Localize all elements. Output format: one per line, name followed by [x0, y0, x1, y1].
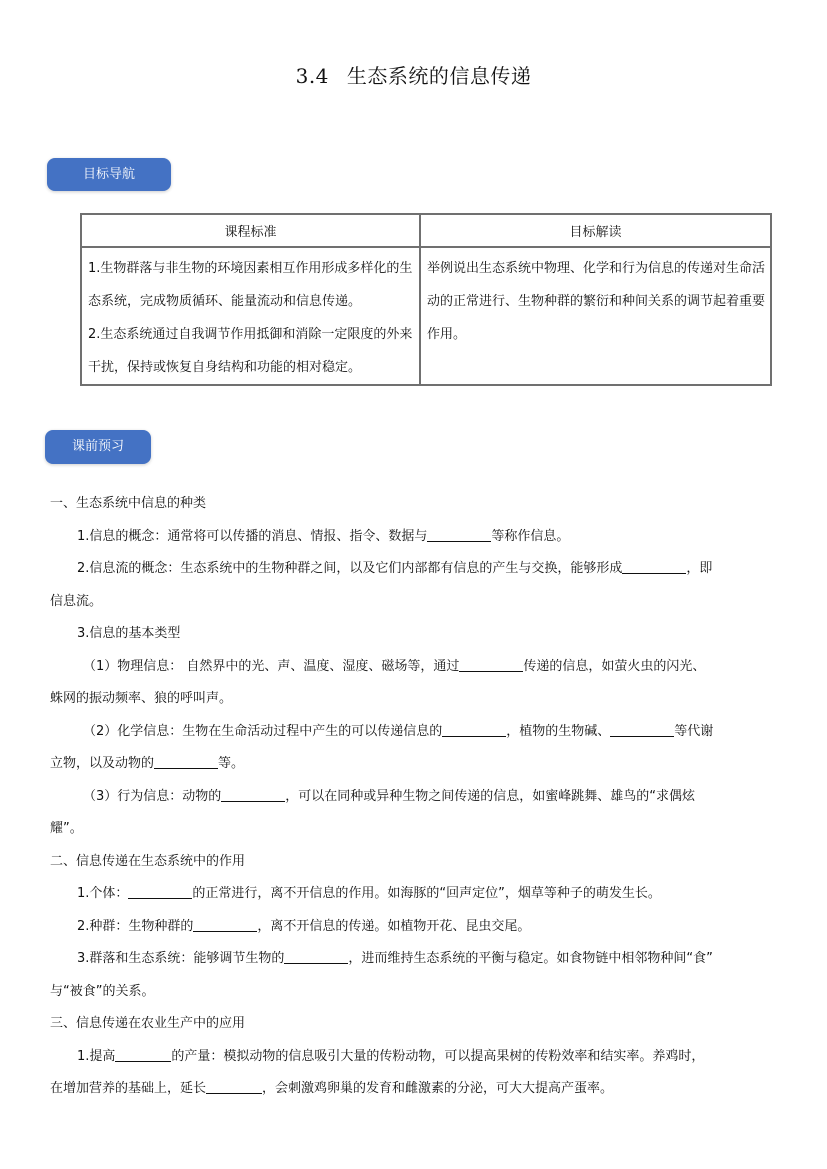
text: 1.提高	[77, 1048, 116, 1064]
text: 的产量：模拟动物的信息吸引大量的传粉动物，可以提高果树的传粉效率和结实率。养鸡时，	[171, 1048, 705, 1064]
paragraph-continuation: 与“被食”的关系。	[50, 983, 155, 999]
page-title	[0, 60, 827, 89]
preview-section-tag: 课前预习	[45, 430, 151, 464]
fill-blank[interactable]	[154, 754, 218, 769]
fill-blank[interactable]	[221, 787, 285, 802]
fill-blank[interactable]	[128, 884, 192, 899]
fill-blank[interactable]	[115, 1047, 171, 1062]
header-goal-interpretation: 目标解读	[420, 214, 771, 247]
section-heading: 一、生态系统中信息的种类	[50, 496, 207, 511]
fill-blank[interactable]	[622, 559, 686, 574]
text: 1.个体：	[77, 886, 129, 901]
chapter-number: 3.4	[295, 64, 329, 88]
interpretation-text: 举例说出生态系统中物理、化学和行为信息的传递对生命活动的正常进行、生物种群的繁衍和种间关系的调节起着重要作用。	[427, 261, 766, 342]
fill-blank[interactable]	[610, 722, 674, 737]
text: （2）化学信息：生物在生命活动过程中产生的可以传递信息的	[83, 723, 443, 739]
text: ，进而维持生态系统的平衡与稳定。如食物链中相邻物种间“食”	[348, 951, 713, 966]
fill-blank[interactable]	[284, 949, 348, 964]
text: 等代谢	[674, 723, 714, 739]
interpretation-cell	[420, 247, 771, 385]
text: 1.信息的概念：通常将可以传播的消息、情报、指令、数据与	[77, 528, 428, 544]
text: 2.信息流的概念：生态系统中的生物种群之间，以及它们内部都有信息的产生与交换，能够形成	[77, 561, 623, 576]
standard-item: 2.生态系统通过自我调节作用抵御和消除一定限度的外来干扰，保持或恢复自身结构和功能的相对稳定。	[88, 327, 413, 375]
text: 在增加营养的基础上，延长	[50, 1081, 207, 1096]
text: ，可以在同种或异种生物之间传递的信息，如蜜峰跳舞、雄鸟的“求偶炫	[285, 788, 696, 804]
paragraph	[50, 651, 780, 684]
paragraph	[50, 943, 780, 976]
header-curriculum-standard: 课程标准	[81, 214, 420, 247]
paragraph-continuation	[50, 1073, 780, 1106]
text: ，离不开信息的传递。如植物开花、昆虫交尾。	[257, 918, 531, 934]
text: 传递的信息，如萤火虫的闪光、	[523, 658, 706, 674]
paragraph	[50, 781, 780, 814]
text: 等称作信息。	[491, 528, 570, 544]
text: ，即	[686, 561, 713, 576]
paragraph	[50, 716, 780, 749]
paragraph-continuation: 蛛网的振动频率、狼的呼叫声。	[50, 691, 233, 706]
preview-content	[50, 488, 780, 1106]
paragraph: 3.信息的基本类型	[77, 626, 181, 641]
text: ，植物的生物碱、	[506, 723, 611, 739]
text: 等。	[218, 756, 245, 771]
section-heading: 三、信息传递在农业生产中的应用	[50, 1016, 246, 1031]
text: 2.种群：生物种群的	[77, 918, 194, 934]
chapter-title: 生态系统的信息传递	[346, 64, 532, 88]
text: ，会刺激鸡卵巢的发育和雌激素的分泌，可大大提高产蛋率。	[262, 1081, 614, 1096]
paragraph-continuation: 信息流。	[50, 593, 103, 609]
fill-blank[interactable]	[459, 657, 523, 672]
standards-cell	[81, 247, 420, 385]
paragraph	[50, 911, 780, 944]
paragraph	[50, 1041, 780, 1074]
text: 立物，以及动物的	[50, 756, 155, 771]
text: 的正常进行，离不开信息的作用。如海豚的“回声定位”，烟草等种子的萌发生长。	[192, 886, 661, 901]
fill-blank[interactable]	[427, 527, 491, 542]
paragraph	[50, 878, 780, 911]
goals-table	[80, 213, 772, 386]
text: 3.群落和生态系统：能够调节生物的	[77, 951, 285, 966]
fill-blank[interactable]	[206, 1079, 262, 1094]
paragraph	[50, 553, 780, 586]
paragraph-continuation	[50, 748, 780, 781]
paragraph	[50, 521, 780, 554]
paragraph-continuation: 耀”。	[50, 821, 83, 836]
fill-blank[interactable]	[193, 917, 257, 932]
standard-item: 1.生物群落与非生物的环境因素相互作用形成多样化的生态系统，完成物质循环、能量流动和信息传递。	[88, 261, 413, 309]
text: （1）物理信息： 自然界中的光、声、温度、湿度、磁场等，通过	[83, 658, 460, 674]
goals-section-tag: 目标导航	[47, 158, 171, 191]
fill-blank[interactable]	[442, 722, 506, 737]
text: （3）行为信息：动物的	[83, 788, 222, 804]
section-heading: 二、信息传递在生态系统中的作用	[50, 853, 246, 869]
